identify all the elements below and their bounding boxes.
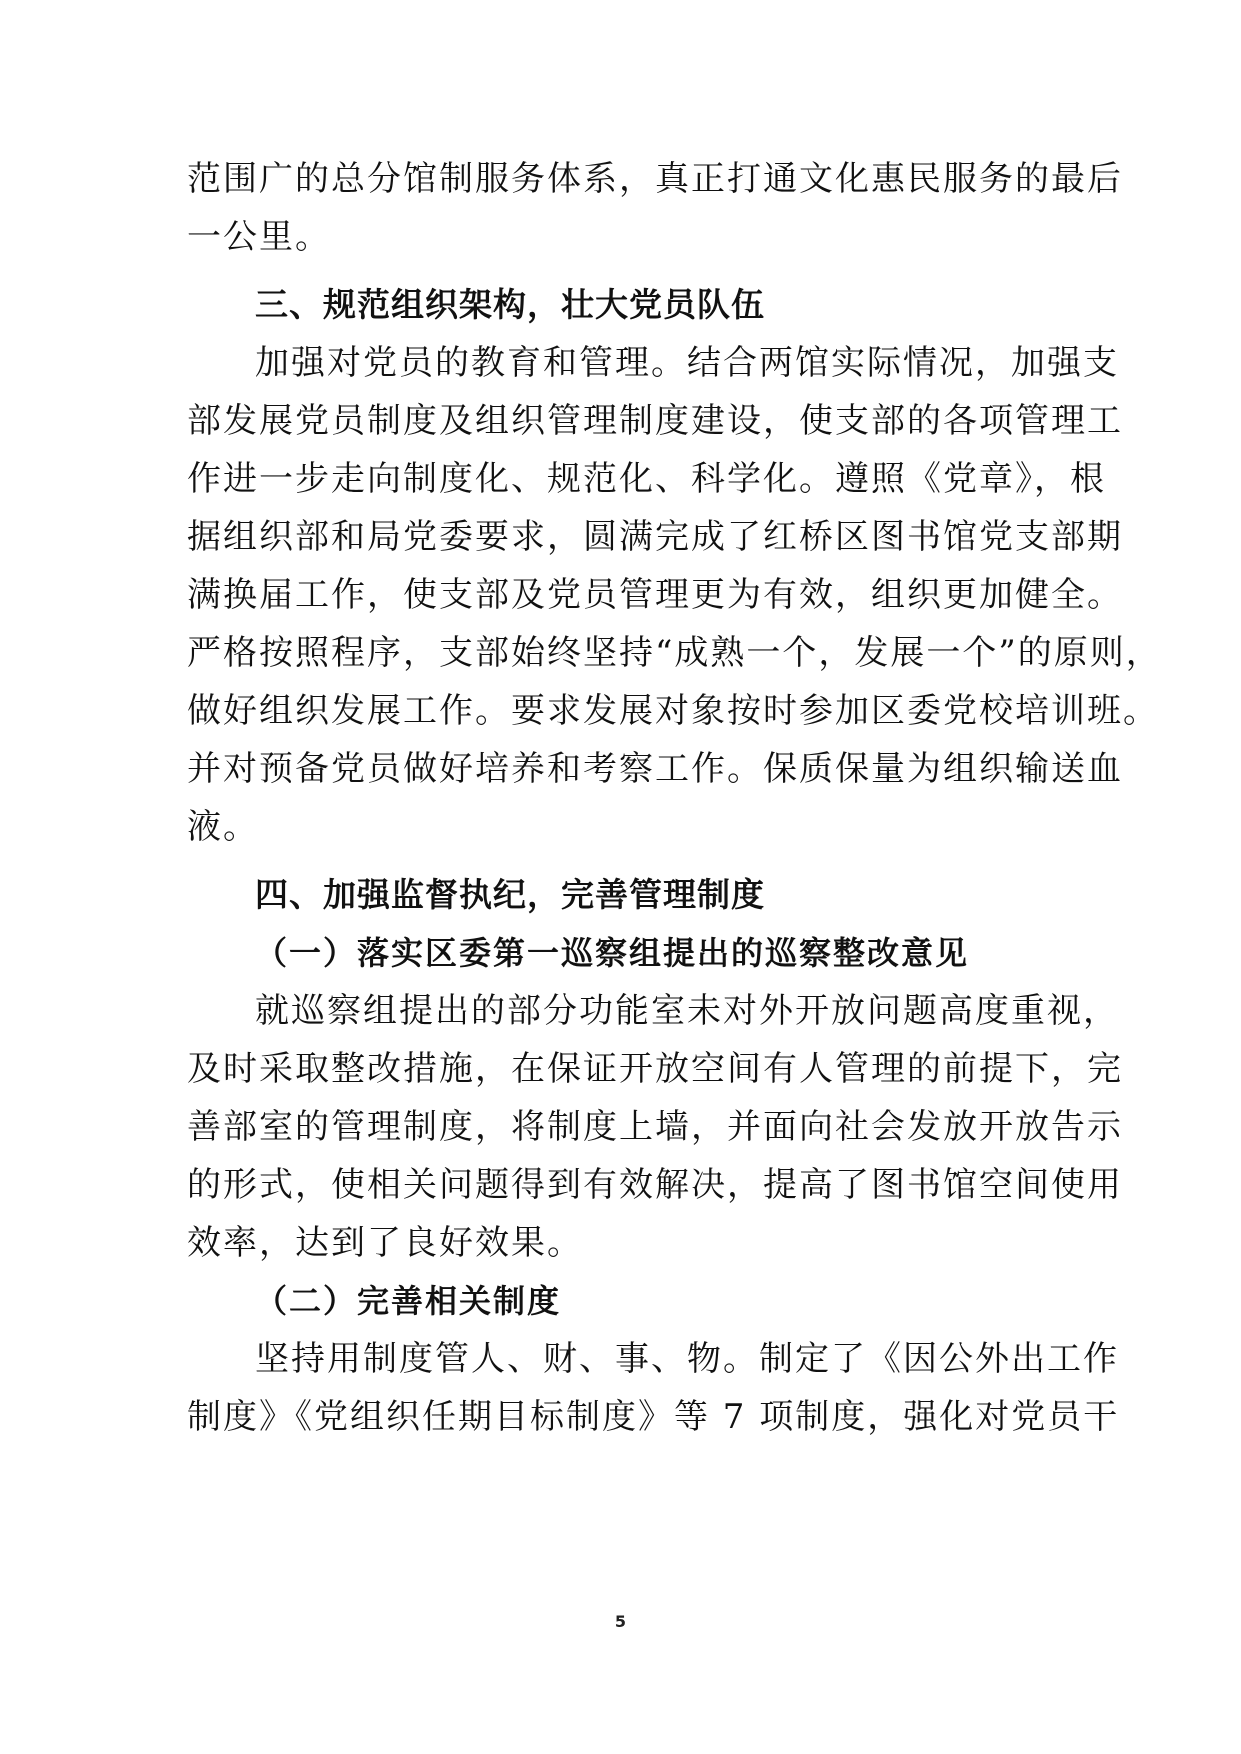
body-line: 据组织部和局党委要求，圆满完成了红桥区图书馆党支部期 bbox=[187, 517, 1123, 557]
body-line: 的形式，使相关问题得到有效解决，提高了图书馆空间使用 bbox=[187, 1165, 1123, 1205]
body-line: 坚持用制度管人、财、事、物。制定了《因公外出工作 bbox=[255, 1339, 1119, 1379]
section-heading: 四、加强监督执纪，完善管理制度 bbox=[255, 875, 765, 914]
body-line: 加强对党员的教育和管理。结合两馆实际情况，加强支 bbox=[255, 343, 1119, 383]
subsection-heading: （二）完善相关制度 bbox=[255, 1282, 562, 1320]
body-line: 液。 bbox=[187, 807, 259, 847]
body-line: 就巡察组提出的部分功能室未对外开放问题高度重视， bbox=[255, 991, 1119, 1031]
body-line: 部发展党员制度及组织管理制度建设，使支部的各项管理工 bbox=[187, 401, 1123, 441]
body-line: 范围广的总分馆制服务体系，真正打通文化惠民服务的最后 bbox=[187, 159, 1123, 199]
body-line: 严格按照程序，支部始终坚持“成熟一个，发展一个”的原则， bbox=[187, 633, 1162, 673]
body-line: 满换届工作，使支部及党员管理更为有效，组织更加健全。 bbox=[187, 575, 1123, 615]
body-line: 一公里。 bbox=[187, 217, 331, 257]
page-number: 5 bbox=[614, 1612, 627, 1631]
section-heading: 三、规范组织架构，壮大党员队伍 bbox=[255, 285, 765, 324]
subsection-heading: （一）落实区委第一巡察组提出的巡察整改意见 bbox=[255, 934, 970, 972]
body-line: 效率，达到了良好效果。 bbox=[187, 1223, 583, 1263]
body-line: 制度》《党组织任期目标制度》等 7 项制度，强化对党员干 bbox=[187, 1397, 1120, 1437]
body-line: 做好组织发展工作。要求发展对象按时参加区委党校培训班。 bbox=[187, 691, 1159, 731]
body-line: 及时采取整改措施，在保证开放空间有人管理的前提下，完 bbox=[187, 1049, 1123, 1089]
body-line: 作进一步走向制度化、规范化、科学化。遵照《党章》，根 bbox=[187, 459, 1106, 499]
body-line: 善部室的管理制度，将制度上墙，并面向社会发放开放告示 bbox=[187, 1107, 1123, 1147]
document-body bbox=[187, 150, 1162, 1446]
body-line: 并对预备党员做好培养和考察工作。保质保量为组织输送血 bbox=[187, 749, 1123, 789]
